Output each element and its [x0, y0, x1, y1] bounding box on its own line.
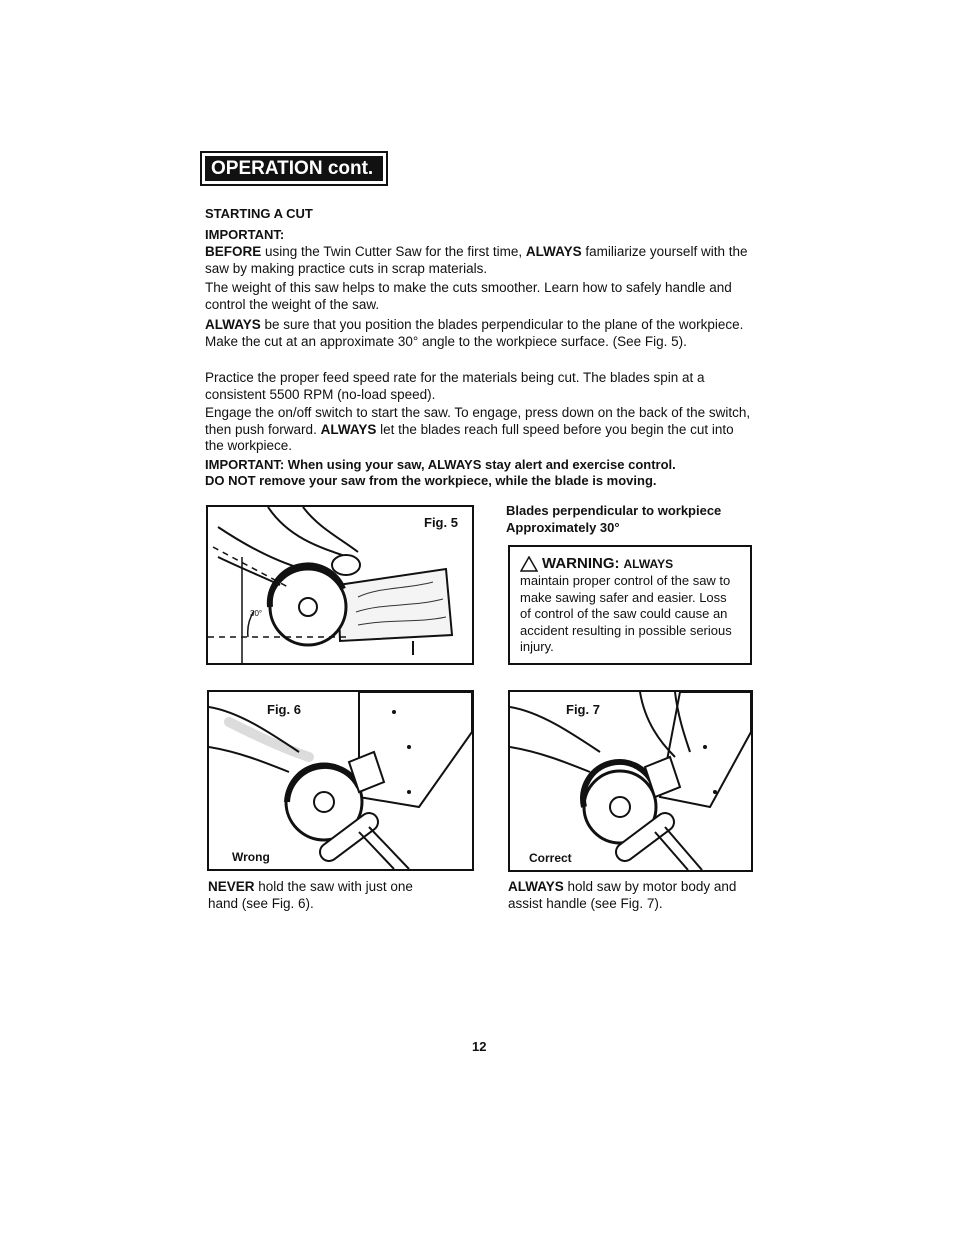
figure-7-illustration	[510, 692, 751, 870]
warning-body: maintain proper control of the saw to make sawing safer and easier. Loss of control of the saw could cause an accident resulting in possible serious injury.	[520, 573, 732, 654]
figure-5-label: Fig. 5	[424, 515, 458, 530]
paragraph-before-text: using the Twin Cutter Saw for the first time,	[261, 244, 526, 259]
section-heading: STARTING A CUT	[205, 206, 313, 221]
workpiece-board	[359, 692, 472, 807]
important-label: IMPORTANT:	[205, 227, 285, 242]
figure-6-illustration	[209, 692, 472, 869]
figure-6-caption-bold: NEVER	[208, 879, 255, 894]
figure-6-label: Fig. 6	[267, 702, 301, 717]
figure-7-caption	[508, 879, 758, 912]
important-note-line2: DO NOT remove your saw from the workpiece, while the blade is moving.	[205, 473, 657, 488]
paragraph-engage-switch	[205, 405, 755, 455]
paragraph-before-bold-always: ALWAYS	[525, 244, 582, 259]
paragraph-perpendicular-text: be sure that you position the blades perpendicular to the plane of the workpiece. Make the cut at an approximate 30° angle to the workpiece surface. (See Fig. 5).	[205, 317, 744, 349]
figure-6-caption-text: hold the saw with just one hand (see Fig. 6).	[208, 879, 413, 911]
paragraph-engage-text-end: let the blades reach full speed before you begin the cut into the workpiece.	[205, 421, 734, 453]
figure-7-caption-text: hold saw by motor body and assist handle (see Fig. 7).	[508, 879, 737, 911]
paragraph-before-text-end: familiarize yourself with the saw by making practice cuts in scrap materials.	[205, 244, 748, 276]
figure-5-caption-line2: Approximately 30°	[506, 519, 620, 535]
paragraph-feed-speed: Practice the proper feed speed rate for the materials being cut. The blades spin at a consistent 5500 RPM (no-load speed).	[205, 370, 705, 402]
figure-5-illustration	[208, 507, 472, 663]
figure-7-caption-bold: ALWAYS	[508, 879, 564, 894]
figure-5-angle: 30°	[250, 609, 263, 618]
warning-triangle-icon	[520, 556, 538, 572]
figure-5-caption	[506, 503, 721, 536]
warning-title-text: WARNING:	[542, 555, 620, 572]
section-header	[200, 151, 388, 186]
page-number: 12	[472, 1039, 487, 1054]
figure-7-label: Fig. 7	[566, 702, 600, 717]
section-header-title: OPERATION cont.	[205, 156, 383, 181]
paragraph-weight: The weight of this saw helps to make the cuts smoother. Learn how to safely handle and control the weight of the saw.	[205, 280, 732, 312]
paragraph-perpendicular	[205, 317, 755, 350]
figure-6-status: Wrong	[232, 850, 270, 864]
paragraph-before	[205, 244, 755, 277]
warning-title-always: ALWAYS	[623, 556, 674, 571]
paragraph-before-bold: BEFORE	[205, 244, 262, 259]
figure-6-caption	[208, 879, 423, 912]
figure-7	[508, 690, 753, 872]
figure-6	[207, 690, 474, 871]
important-note-line1: IMPORTANT: When using your saw, ALWAYS stay alert and exercise control.	[205, 457, 676, 472]
figure-5	[206, 505, 474, 665]
paragraph-engage-bold: ALWAYS	[320, 421, 377, 437]
figure-5-caption-line1: Blades perpendicular to workpiece	[506, 503, 722, 518]
paragraph-perpendicular-bold: ALWAYS	[205, 317, 261, 332]
warning-title	[520, 555, 740, 572]
paragraph-engage-text: Engage the on/off switch to start the saw. To engage, press down on the back of the switch, then push forward.	[205, 405, 751, 437]
warning-box	[508, 545, 752, 665]
figure-7-status: Correct	[529, 851, 572, 865]
